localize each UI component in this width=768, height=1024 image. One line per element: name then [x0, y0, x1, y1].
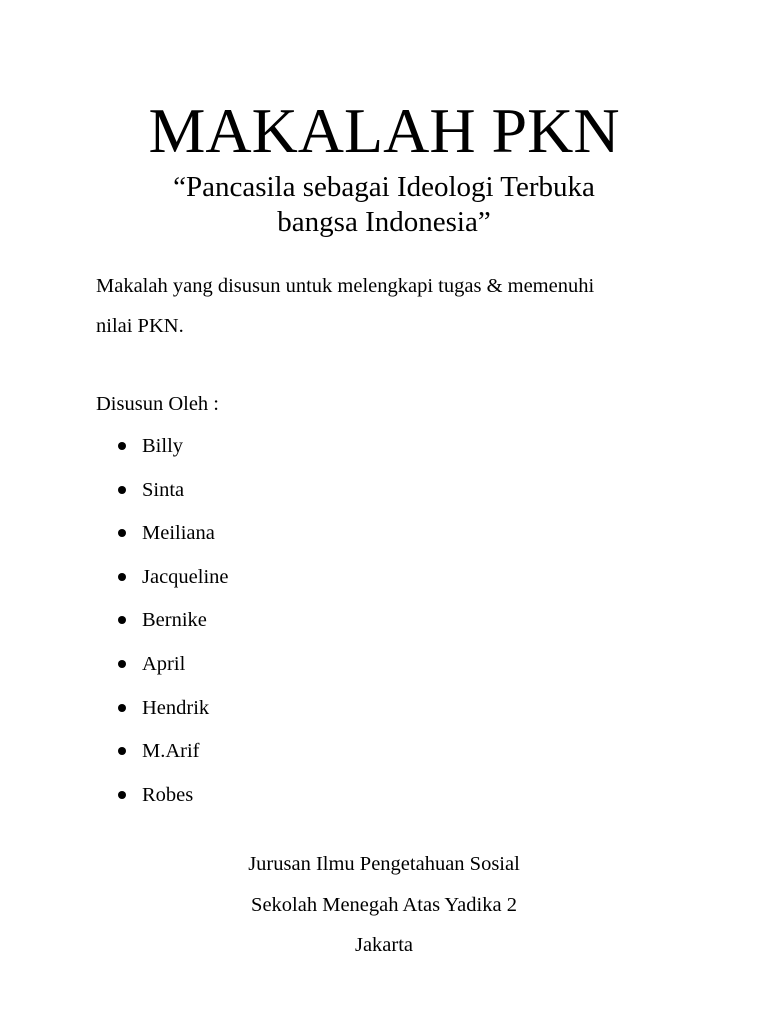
- list-item: [0, 735, 229, 779]
- author-name: Sinta: [142, 478, 185, 501]
- bullet-icon: [118, 486, 126, 494]
- department-line: Jurusan Ilmu Pengetahuan Sosial: [248, 853, 520, 875]
- bullet-icon: [118, 529, 126, 537]
- intro-line: nilai PKN.: [96, 315, 184, 337]
- author-name: Robes: [142, 783, 194, 806]
- bullet-icon: [118, 660, 126, 668]
- list-item: [0, 430, 229, 474]
- list-item: [0, 474, 229, 518]
- document-title: MAKALAH PKN: [148, 95, 620, 166]
- bullet-icon: [118, 791, 126, 799]
- list-item: [0, 604, 229, 648]
- authors-list: [0, 430, 229, 822]
- intro-line: Makalah yang disusun untuk melengkapi tugas & memenuhi: [96, 275, 595, 297]
- bullet-icon: [118, 616, 126, 624]
- subtitle-line: bangsa Indonesia”: [277, 206, 491, 238]
- school-info: [0, 844, 768, 966]
- bullet-icon: [118, 573, 126, 581]
- author-name: Billy: [142, 435, 184, 457]
- intro-paragraph: [96, 266, 696, 346]
- list-item: [0, 692, 229, 736]
- list-item: [0, 779, 229, 823]
- list-item: [0, 561, 229, 605]
- document-subtitle: [0, 170, 768, 240]
- bullet-icon: [118, 442, 126, 450]
- list-item: [0, 648, 229, 692]
- bullet-icon: [118, 747, 126, 755]
- school-line: Sekolah Menegah Atas Yadika 2: [251, 893, 517, 916]
- author-name: Jacqueline: [142, 565, 229, 588]
- city-line: Jakarta: [354, 934, 414, 956]
- author-name: Hendrik: [142, 696, 210, 719]
- bullet-icon: [118, 704, 126, 712]
- author-name: Meiliana: [142, 522, 215, 545]
- subtitle-line: “Pancasila sebagai Ideologi Terbuka: [173, 171, 595, 203]
- author-name: Bernike: [142, 609, 207, 632]
- list-item: [0, 517, 229, 561]
- author-name: M.Arif: [142, 740, 200, 763]
- author-name: April: [142, 652, 186, 675]
- authors-label: Disusun Oleh :: [96, 393, 219, 415]
